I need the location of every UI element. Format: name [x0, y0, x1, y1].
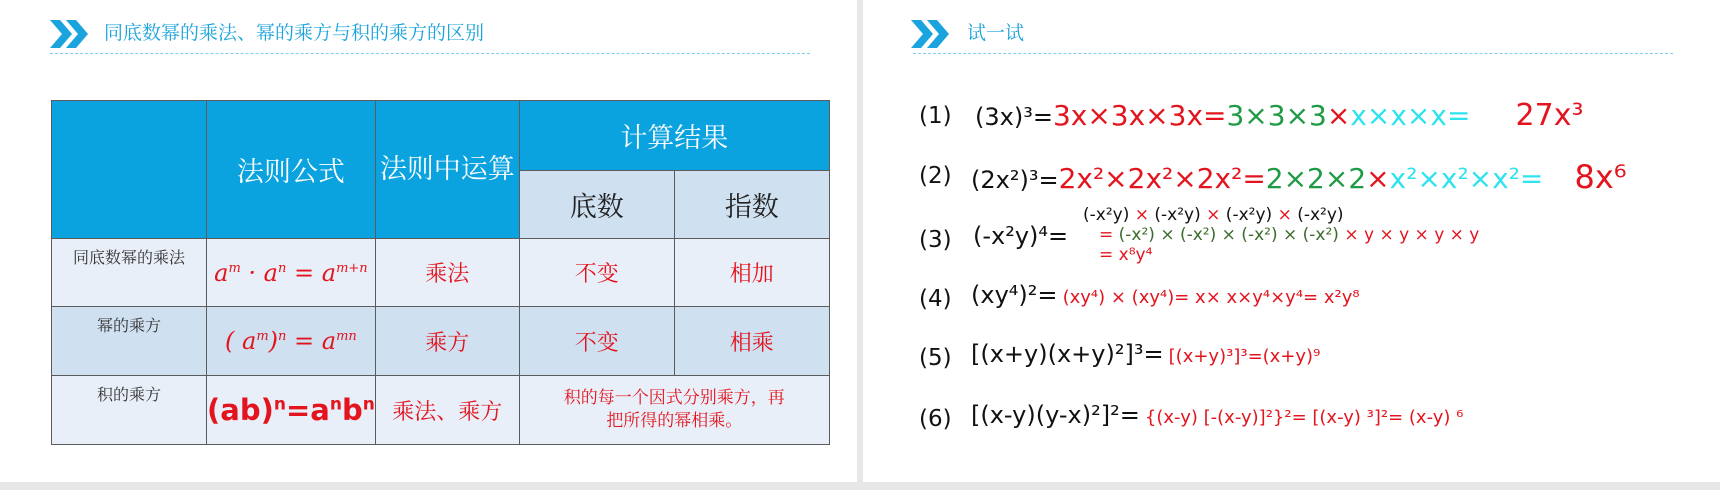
exercise-number: (4)	[919, 286, 952, 312]
formula-cell	[207, 307, 376, 376]
exercise-number: (3)	[919, 227, 952, 253]
result-description-cell: 积的每一个因式分别乘方，再把所得的幂相乘。	[519, 376, 829, 445]
exercise-number: (6)	[919, 406, 952, 432]
exercise-number: (2)	[919, 163, 952, 189]
row-label: 同底数幂的乘法	[52, 239, 207, 307]
formula-product-power-rule: $(ab)^n=a^nb^n$	[207, 393, 375, 427]
table-row	[52, 307, 830, 376]
header-base: 底数	[519, 171, 674, 239]
formula-product-rule: $a^m \cdot a^n = a^{m+n}$	[214, 258, 368, 287]
exercise-5: [(x+y)(x+y)²]³= [(x+y)³]³=(x+y)⁹	[971, 340, 1321, 368]
exponent-cell: 相加	[674, 239, 829, 307]
comparison-table	[51, 100, 830, 445]
exercise-3-steps: (-x²y) × (-x²y) × (-x²y) × (-x²y) = (-x²) × (-x²) × (-x²) × (-x²) × y × y × y × y = x⁸y⁴	[1083, 205, 1480, 265]
row-label: 幂的乘方	[52, 307, 207, 376]
exercise-3: (-x²y)⁴=	[973, 222, 1069, 250]
header-result: 计算结果	[519, 101, 829, 171]
table-corner-cell	[52, 101, 207, 239]
left-slide	[0, 0, 857, 482]
formula-power-rule: ( $a^m)^n = a^{mn}$	[225, 327, 357, 355]
right-slide	[863, 0, 1720, 482]
table-row	[52, 376, 830, 445]
operation-cell: 乘方	[375, 307, 519, 376]
header-rule-operation: 法则中运算	[375, 101, 519, 239]
exercise-number: (5)	[919, 345, 952, 371]
exercise-number: (1)	[919, 103, 952, 129]
base-cell: 不变	[519, 239, 674, 307]
header-divider	[913, 53, 1673, 54]
exponent-cell: 相乘	[674, 307, 829, 376]
formula-cell	[207, 376, 376, 445]
operation-cell: 乘法、乘方	[375, 376, 519, 445]
section-title: 同底数幂的乘法、幂的乘方与积的乘方的区别	[104, 22, 485, 44]
header-rule-formula: 法则公式	[207, 101, 376, 239]
exercise-2: (2x²)³=2x²×2x²×2x²=2×2×2×x²×x²×x²= 8x⁶	[971, 158, 1627, 196]
formula-cell	[207, 239, 376, 307]
operation-cell: 乘法	[375, 239, 519, 307]
row-label: 积的乘方	[52, 376, 207, 445]
double-chevron-right-icon	[50, 20, 90, 48]
double-chevron-right-icon	[911, 20, 951, 48]
exercise-4: (xy⁴)²= (xy⁴) × (xy⁴)= x× x×y⁴×y⁴= x²y⁸	[971, 281, 1360, 309]
section-title: 试一试	[967, 22, 1025, 44]
base-cell: 不变	[519, 307, 674, 376]
exercise-6: [(x-y)(y-x)²]²= {(x-y) [-(x-y)]²}²= [(x-y) ³]²= (x-y) ⁶	[971, 401, 1464, 429]
header-divider	[50, 53, 810, 54]
exercise-1: (3x)³=3x×3x×3x=3×3×3×x×x×x= 27x³	[975, 98, 1584, 133]
header-exponent: 指数	[674, 171, 829, 239]
table-row	[52, 239, 830, 307]
